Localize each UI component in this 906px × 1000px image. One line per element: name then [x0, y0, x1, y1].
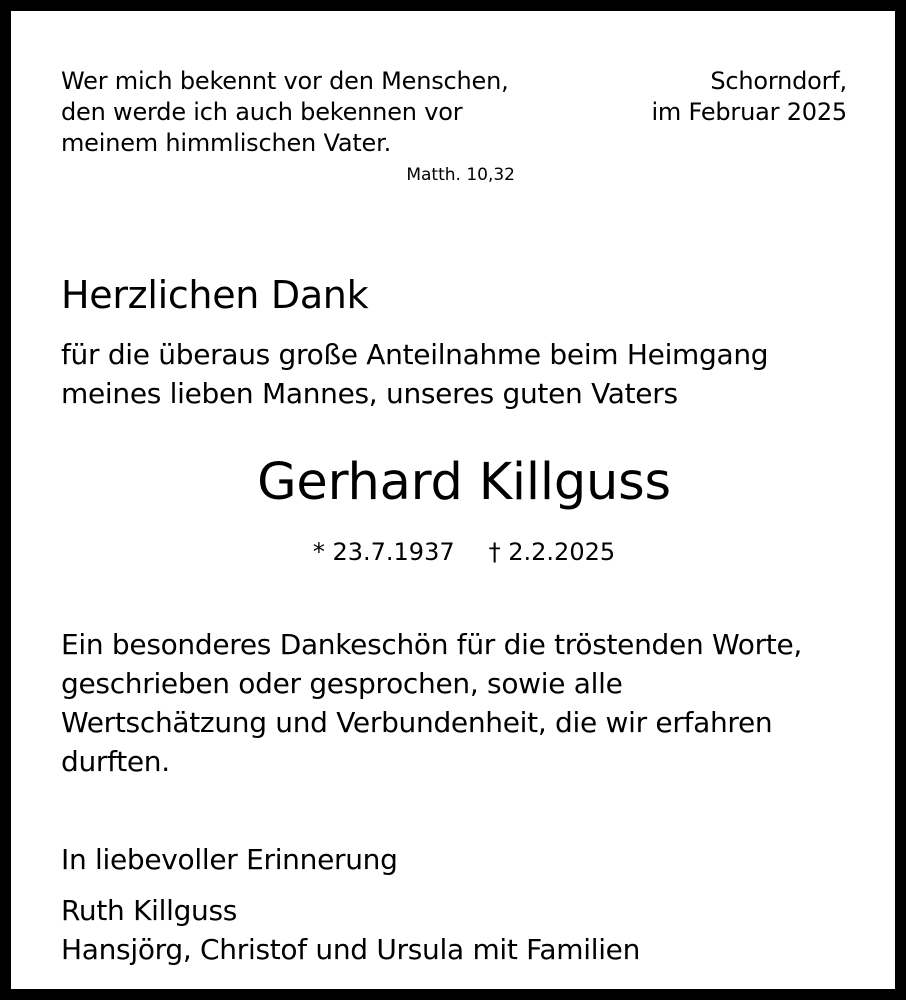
verse-line: den werde ich auch bekennen vor — [61, 98, 463, 126]
death-date: † 2.2.2025 — [488, 538, 616, 566]
place: Schorndorf, — [710, 67, 847, 95]
special-thanks — [61, 625, 802, 781]
verse-line: meinem himmlischen Vater. — [61, 129, 392, 157]
intro-line: meines lieben Mannes, unseres guten Vaters — [61, 377, 678, 410]
birth-date: * 23.7.1937 — [312, 538, 455, 566]
bible-verse — [61, 66, 509, 159]
signers — [61, 891, 640, 969]
signer-line: Ruth Killguss — [61, 894, 238, 927]
thanks-line: Ein besonderes Dankeschön für die tröstenden Worte, — [61, 628, 802, 661]
verse-reference: Matth. 10,32 — [406, 165, 515, 185]
intro-text — [61, 335, 768, 413]
deceased-name: Gerhard Killguss — [257, 453, 671, 512]
thanks-line: durften. — [61, 745, 170, 778]
life-dates — [11, 536, 906, 568]
thanks-heading: Herzlichen Dank — [61, 273, 369, 317]
date: im Februar 2025 — [651, 98, 847, 126]
thanks-line: geschrieben oder gesprochen, sowie alle — [61, 667, 623, 700]
place-date — [651, 66, 847, 128]
signer-line: Hansjörg, Christof und Ursula mit Familien — [61, 933, 641, 966]
thanks-line: Wertschätzung und Verbundenheit, die wir erfahren — [61, 706, 773, 739]
verse-line: Wer mich bekennt vor den Menschen, — [61, 67, 509, 95]
intro-line: für die überaus große Anteilnahme beim Heimgang — [61, 338, 769, 371]
closing-phrase: In liebevoller Erinnerung — [61, 843, 398, 876]
